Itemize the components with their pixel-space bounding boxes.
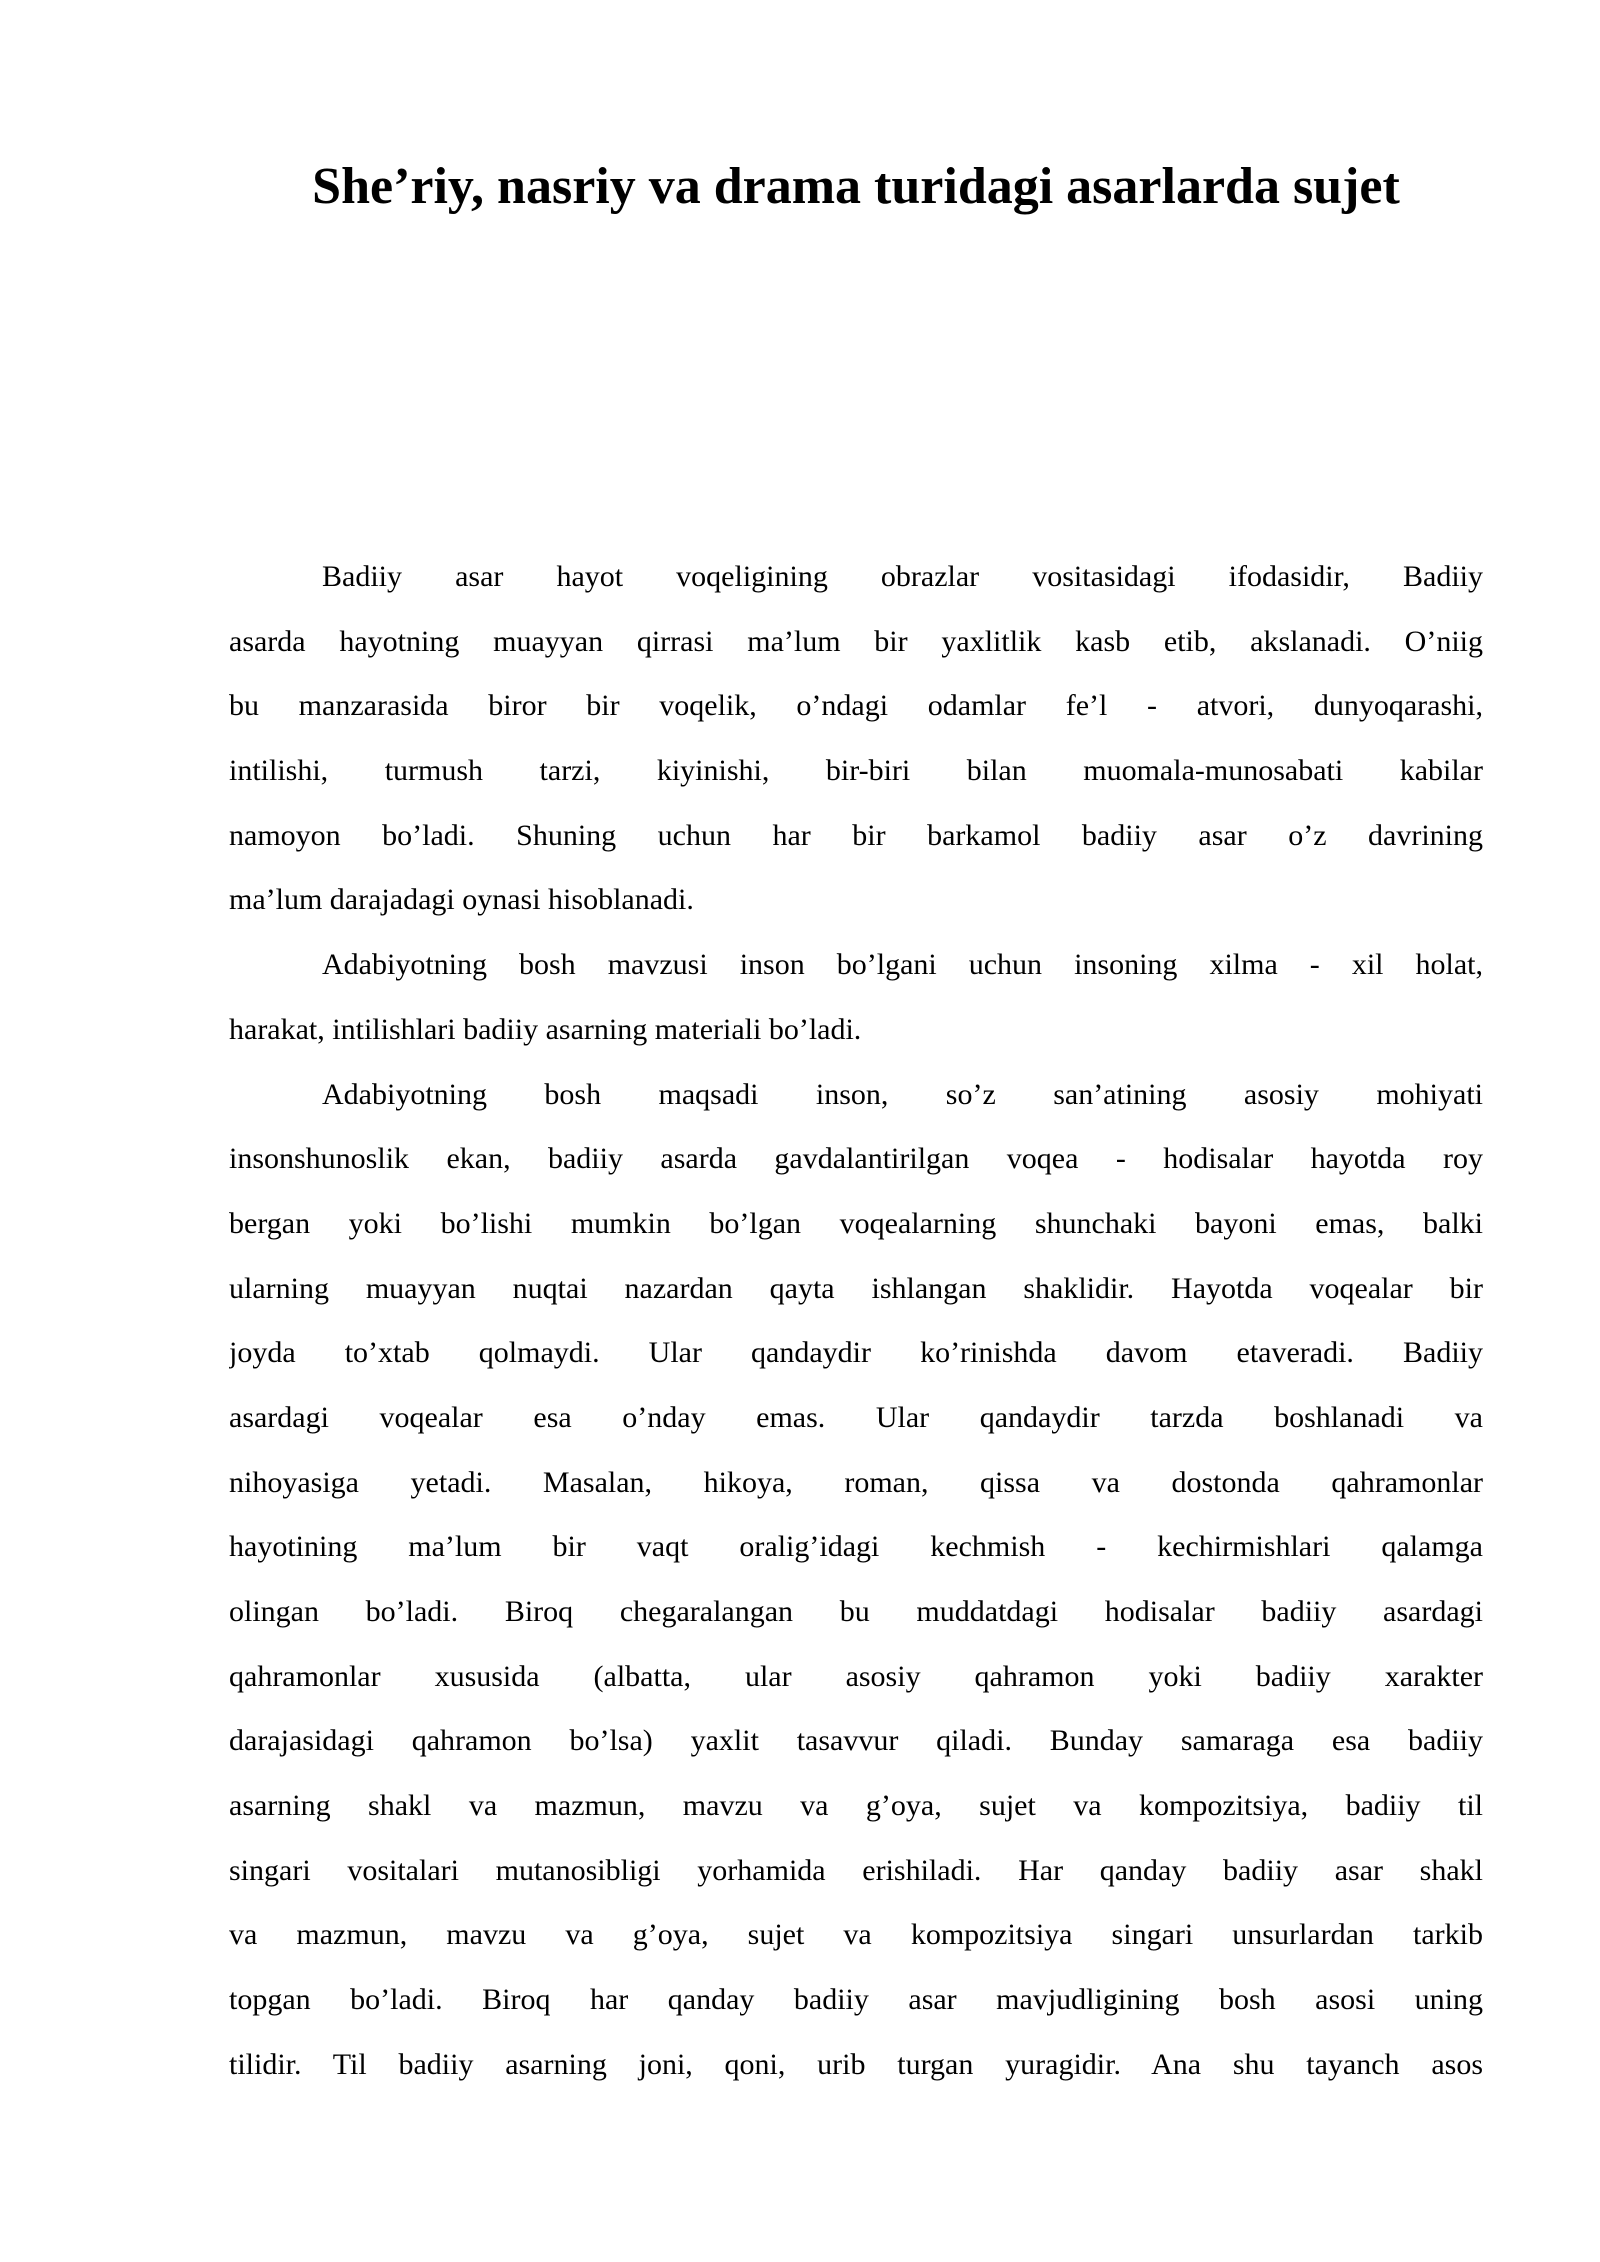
text-line: va mazmun, mavzu va g’oya, sujet va kompozitsiya singari unsurlardan tarkib	[229, 1918, 1483, 1952]
text-line: ularning muayyan nuqtai nazardan qayta ishlangan shaklidir. Hayotda voqealar bir	[229, 1271, 1483, 1305]
text-line: Adabiyotning bosh maqsadi inson, so’z san’atining asosiy mohiyati	[322, 1077, 1483, 1111]
text-line: insonshunoslik ekan, badiiy asarda gavdalantirilgan voqea - hodisalar hayotda roy	[229, 1142, 1483, 1176]
text-line: namoyon bo’ladi. Shuning uchun har bir barkamol badiiy asar o’z davrining	[229, 818, 1483, 852]
text-line: Adabiyotning bosh mavzusi inson bo’lgani uchun insoning xilma - xil holat,	[322, 948, 1483, 982]
text-line: hayotining ma’lum bir vaqt oralig’idagi kechmish - kechirmishlari qalamga	[229, 1530, 1483, 1564]
text-line: harakat, intilishlari badiiy asarning materiali bo’ladi.	[229, 1012, 862, 1046]
text-line: bu manzarasida biror bir voqelik, o’ndagi odamlar fe’l - atvori, dunyoqarashi,	[229, 689, 1483, 723]
text-line: singari vositalari mutanosibligi yorhamida erishiladi. Har qanday badiiy asar shakl	[229, 1853, 1483, 1887]
paragraph	[229, 545, 1483, 933]
text-line: asarda hayotning muayyan qirrasi ma’lum bir yaxlitlik kasb etib, akslanadi. O’niig	[229, 624, 1483, 658]
text-line: joyda to’xtab qolmaydi. Ular qandaydir ko’rinishda davom etaveradi. Badiiy	[229, 1336, 1483, 1370]
text-line: qahramonlar xususida (albatta, ular asosiy qahramon yoki badiiy xarakter	[229, 1659, 1483, 1693]
text-line: topgan bo’ladi. Biroq har qanday badiiy asar mavjudligining bosh asosi uning	[229, 1983, 1483, 2017]
text-line: asarning shakl va mazmun, mavzu va g’oya, sujet va kompozitsiya, badiiy til	[229, 1789, 1483, 1823]
text-line: bergan yoki bo’lishi mumkin bo’lgan voqealarning shunchaki bayoni emas, balki	[229, 1206, 1483, 1240]
text-line: ma’lum darajadagi oynasi hisoblanadi.	[229, 883, 694, 917]
text-line: asardagi voqealar esa o’nday emas. Ular qandaydir tarzda boshlanadi va	[229, 1400, 1483, 1434]
text-line: tilidir. Til badiiy asarning joni, qoni, urib turgan yuragidir. Ana shu tayanch asos	[229, 2047, 1483, 2081]
document-body	[229, 545, 1483, 2098]
text-line: intilishi, turmush tarzi, kiyinishi, bir-biri bilan muomala-munosabati kabilar	[229, 754, 1483, 788]
text-line: olingan bo’ladi. Biroq chegaralangan bu muddatdagi hodisalar badiiy asardagi	[229, 1595, 1483, 1628]
paragraph	[229, 933, 1483, 1062]
page-title: She’riy, nasriy va drama turidagi asarlarda sujet	[312, 158, 1400, 215]
text-line: darajasidagi qahramon bo’lsa) yaxlit tasavvur qiladi. Bunday samaraga esa badiiy	[229, 1724, 1483, 1758]
text-line: Badiiy asar hayot voqeligining obrazlar vositasidagi ifodasidir, Badiiy	[322, 560, 1483, 593]
paragraph	[229, 1063, 1483, 2098]
text-line: nihoyasiga yetadi. Masalan, hikoya, roman, qissa va dostonda qahramonlar	[229, 1465, 1483, 1499]
